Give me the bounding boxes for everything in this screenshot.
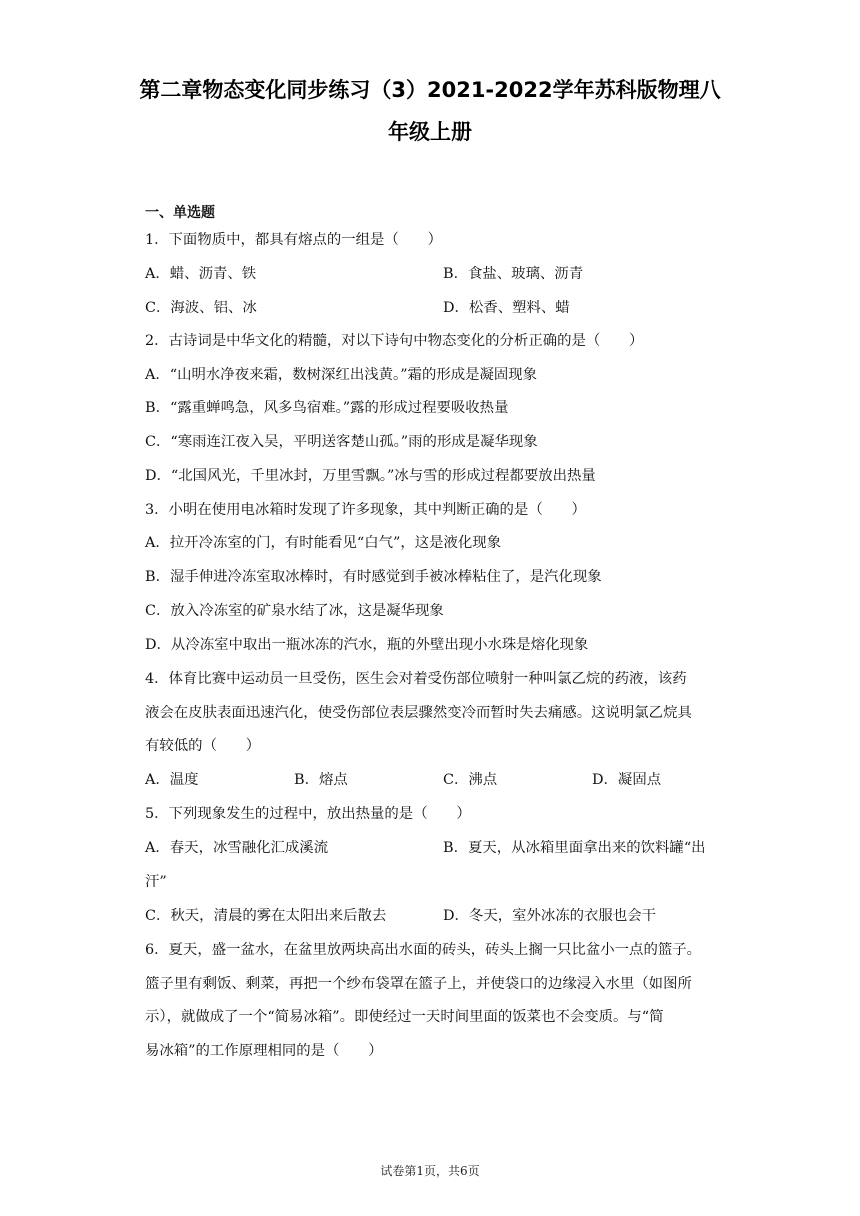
question-3-option-a: A．拉开冷冻室的门，有时能看见“白气”，这是液化现象 [145, 535, 502, 551]
page-title-line1: 第二章物态变化同步练习（3）2021-2022学年苏科版物理八 [139, 78, 721, 102]
question-5-option-b: B．夏天，从冰箱里面拿出来的饮料罐“出 [443, 840, 706, 856]
question-4-option-d: D．凝固点 [592, 772, 662, 788]
question-4-option-b: B．熔点 [294, 772, 348, 788]
question-4-option-c: C．沸点 [443, 772, 498, 788]
question-6-stem-line4: 易冰箱”的工作原理相同的是（ ） [145, 1043, 383, 1059]
question-4-stem-line1: 4．体育比赛中运动员一旦受伤，医生会对着受伤部位喷射一种叫氯乙烷的药液，该药 [145, 671, 687, 687]
question-2-option-d: D．“北国风光，千里冰封，万里雪飘。”冰与雪的形成过程都要放出热量 [145, 468, 596, 484]
question-1-option-b: B．食盐、玻璃、沥青 [443, 266, 584, 282]
question-1-option-d: D．松香、塑料、蜡 [443, 300, 570, 316]
question-3-option-d: D．从冷冻室中取出一瓶冰冻的汽水，瓶的外壁出现小水珠是熔化现象 [145, 637, 589, 653]
question-5-stem: 5．下列现象发生的过程中，放出热量的是（ ） [145, 806, 471, 822]
question-6-stem-line1: 6．夏天，盛一盆水，在盆里放两块高出水面的砖头，砖头上搁一只比盆小一点的篮子。 [145, 942, 702, 958]
question-5-option-d: D．冬天，室外冰冻的衣服也会干 [443, 908, 657, 924]
section-heading: 一、单选题 [145, 205, 215, 221]
question-6-stem-line3: 示），就做成了一个“简易冰箱”。即使经过一天时间里面的饭菜也不会变质。与“简 [145, 1009, 664, 1025]
question-4-option-a: A．温度 [145, 772, 199, 788]
question-5-option-b-continued: 汗” [145, 874, 167, 890]
question-1-stem: 1．下面物质中，都具有熔点的一组是（ ） [145, 232, 442, 248]
question-3-option-b: B．湿手伸进冷冻室取冰棒时，有时感觉到手被冰棒粘住了，是汽化现象 [145, 569, 602, 585]
page-footer: 试卷第1页，共6页 [380, 1164, 480, 1178]
question-2-stem: 2．古诗词是中华文化的精髓，对以下诗句中物态变化的分析正确的是（ ） [145, 333, 644, 349]
question-2-option-c: C．“寒雨连江夜入吴，平明送客楚山孤。”雨的形成是凝华现象 [145, 434, 538, 450]
question-3-stem: 3．小明在使用电冰箱时发现了许多现象，其中判断正确的是（ ） [145, 502, 586, 518]
question-1-option-c: C．海波、铝、冰 [145, 300, 257, 316]
question-4-stem-line3: 有较低的（ ） [145, 738, 261, 754]
page-title-line2: 年级上册 [388, 120, 472, 144]
question-2-option-a: A．“山明水净夜来霜，数树深红出浅黄。”霜的形成是凝固现象 [145, 367, 538, 383]
question-3-option-c: C．放入冷冻室的矿泉水结了冰，这是凝华现象 [145, 603, 444, 619]
question-5-option-c: C．秋天，清晨的雾在太阳出来后散去 [145, 908, 387, 924]
question-2-option-b: B．“露重蝉鸣急，风多鸟宿难。”露的形成过程要吸收热量 [145, 400, 509, 416]
question-6-stem-line2: 篮子里有剩饭、剩菜，再把一个纱布袋罩在篮子上，并使袋口的边缘浸入水里（如图所 [145, 976, 692, 992]
question-5-option-a: A．春天，冰雪融化汇成溪流 [145, 840, 329, 856]
question-4-stem-line2: 液会在皮肤表面迅速汽化，使受伤部位表层骤然变冷而暂时失去痛感。这说明氯乙烷具 [145, 705, 692, 721]
question-1-option-a: A．蜡、沥青、铁 [145, 266, 257, 282]
